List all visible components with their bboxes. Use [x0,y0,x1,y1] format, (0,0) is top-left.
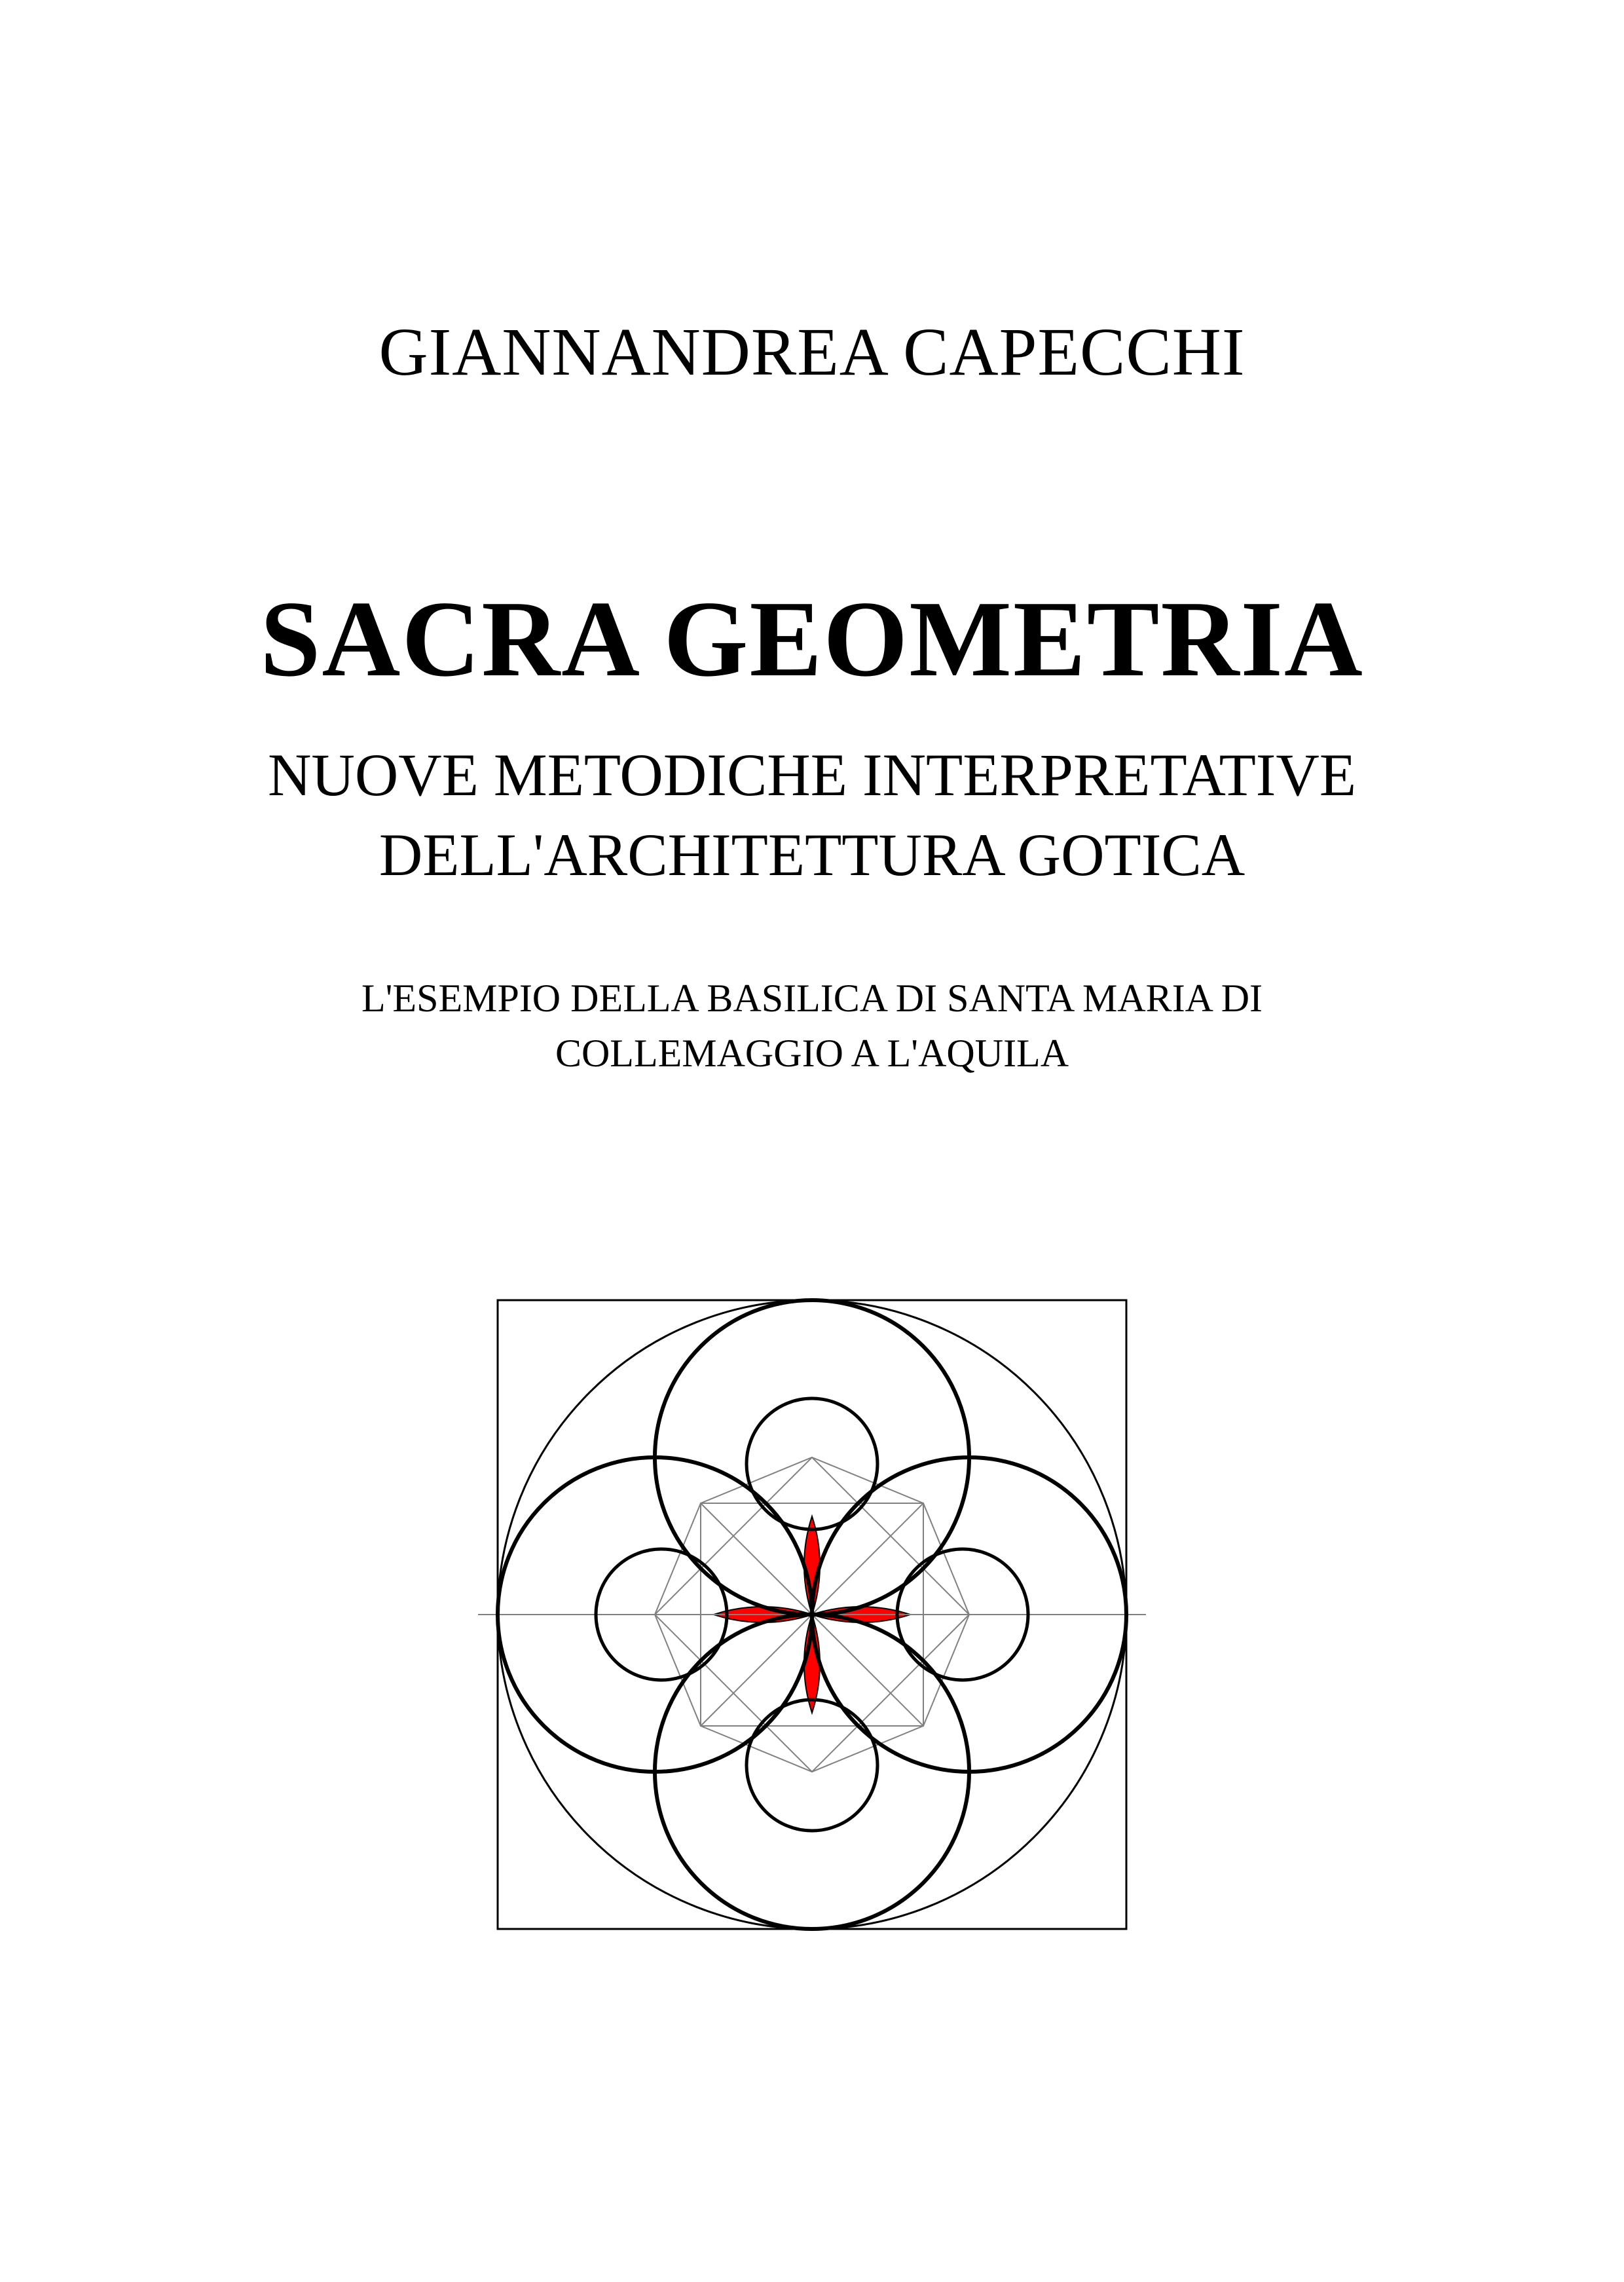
book-title: SACRA GEOMETRIA [260,578,1364,699]
author-name: GIANNANDREA CAPECCHI [378,314,1246,390]
subtitle-line-2: DELL'ARCHITETTURA GOTICA [378,821,1246,888]
example-line-2: COLLEMAGGIO A L'AQUILA [555,1032,1069,1075]
subtitle-line-1: NUOVE METODICHE INTERPRETATIVE [267,741,1357,808]
example-line-1: L'ESEMPIO DELLA BASILICA DI SANTA MARIA DI [361,977,1263,1020]
geometric-rosette-icon [458,1284,1166,1945]
